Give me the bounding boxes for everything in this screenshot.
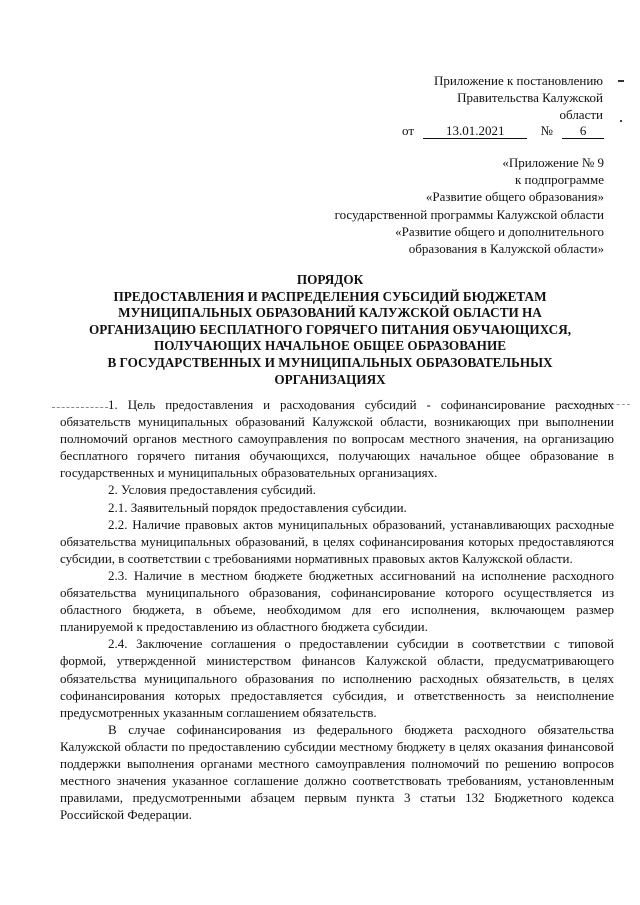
number-sign: № [540, 123, 553, 138]
decree-number: 6 [562, 123, 604, 139]
decree-date: 13.01.2021 [423, 123, 527, 139]
scan-artifact-mark [618, 80, 624, 82]
appendix-line: области [559, 107, 603, 122]
paragraph-2-4: 2.4. Заключение соглашения о предоставлении субсидии в соответствии с типовой формой, утвержденной министерством финансов Калужской области, предусматривающего обязательства муниципального образования по исполнению расходных обязательств, в целях софинансирования которых предоставляется субсидия, и ответственность за неисполнение предусмотренных указанным соглашением обязательств. [60, 636, 614, 720]
paragraph-conditions: 2. Условия предоставления субсидий. [108, 482, 317, 498]
program-reference [290, 154, 604, 257]
decree-date-line [402, 122, 612, 139]
title-line: ПОЛУЧАЮЩИХ НАЧАЛЬНОЕ ОБЩЕЕ ОБРАЗОВАНИЕ [153, 338, 506, 354]
program-line: государственной программы Калужской области [334, 206, 604, 222]
program-line: образования в Калужской области» [408, 241, 604, 257]
paragraph-2-2: 2.2. Наличие правовых актов муниципальных образований, устанавливающих расходные обязательства муниципальных образований, в целях софинансирования которых предоставляются субсидии, в соответствии с требованиями нормативных правовых актов Калужской области. [60, 516, 614, 566]
paragraph-federal-cofinancing: В случае софинансирования из федерального бюджета расходного обязательства Калужской области по предоставлению субсидии местному бюджету в целях оказания финансовой поддержки выполнения органами местного самоуправления полномочий по решению вопросов местного значения указанное соглашение должно соответствовать требованиям, установленным правилами, предусмотренными абзацем первым пункта 3 статьи 132 Бюджетного кодекса Российской Федерации. [60, 721, 614, 823]
program-line: «Развитие общего и дополнительного [395, 223, 604, 239]
title-line: В ГОСУДАРСТВЕННЫХ И МУНИЦИПАЛЬНЫХ ОБРАЗОВАТЕЛЬНЫХ [107, 354, 553, 370]
document-title [60, 272, 600, 388]
appendix-line: Приложение к постановлению [433, 73, 603, 88]
program-line: «Развитие общего образования» [425, 189, 604, 205]
title-line: ОРГАНИЗАЦИЯХ [274, 371, 386, 387]
date-prefix: от [402, 123, 415, 138]
title-line: ОРГАНИЗАЦИЮ БЕСПЛАТНОГО ГОРЯЧЕГО ПИТАНИЯ ОБУЧАЮЩИХСЯ, [88, 321, 572, 337]
scan-artifact-dot [620, 120, 622, 122]
paragraph-2-1: 2.1. Заявительный порядок предоставления субсидии. [108, 499, 407, 515]
appendix-header [395, 72, 603, 123]
program-line: «Приложение № 9 [502, 155, 604, 170]
paragraph-2-3: 2.3. Наличие в местном бюджете бюджетных ассигнований на исполнение расходного обязательства муниципального образования, софинансирование которого осуществляется из областного бюджета, в объеме, необходимом для его исполнения, включающем размер планируемой к предоставлению из областного бюджета субсидии. [60, 567, 614, 635]
document-body [60, 396, 614, 823]
paragraph-purpose: 1. Цель предоставления и расходования субсидий - софинансирование расходных обязательств муниципальных образований Калужской области, возникающих при выполнении полномочий органов местного самоуправления по вопросам местного значения, на организацию бесплатного горячего питания обучающихся, получающих начальное общее образование в государственных и муниципальных образовательных организациях. [60, 397, 614, 481]
program-line: к подпрограмме [514, 172, 604, 188]
title-line: МУНИЦИПАЛЬНЫХ ОБРАЗОВАНИЙ КАЛУЖСКОЙ ОБЛАСТИ НА [118, 305, 542, 321]
appendix-line: Правительства Калужской [457, 90, 603, 105]
title-line: ПРЕДОСТАВЛЕНИЯ И РАСПРЕДЕЛЕНИЯ СУБСИДИЙ БЮДЖЕТАМ [113, 288, 547, 304]
title-line: ПОРЯДОК [296, 272, 364, 287]
